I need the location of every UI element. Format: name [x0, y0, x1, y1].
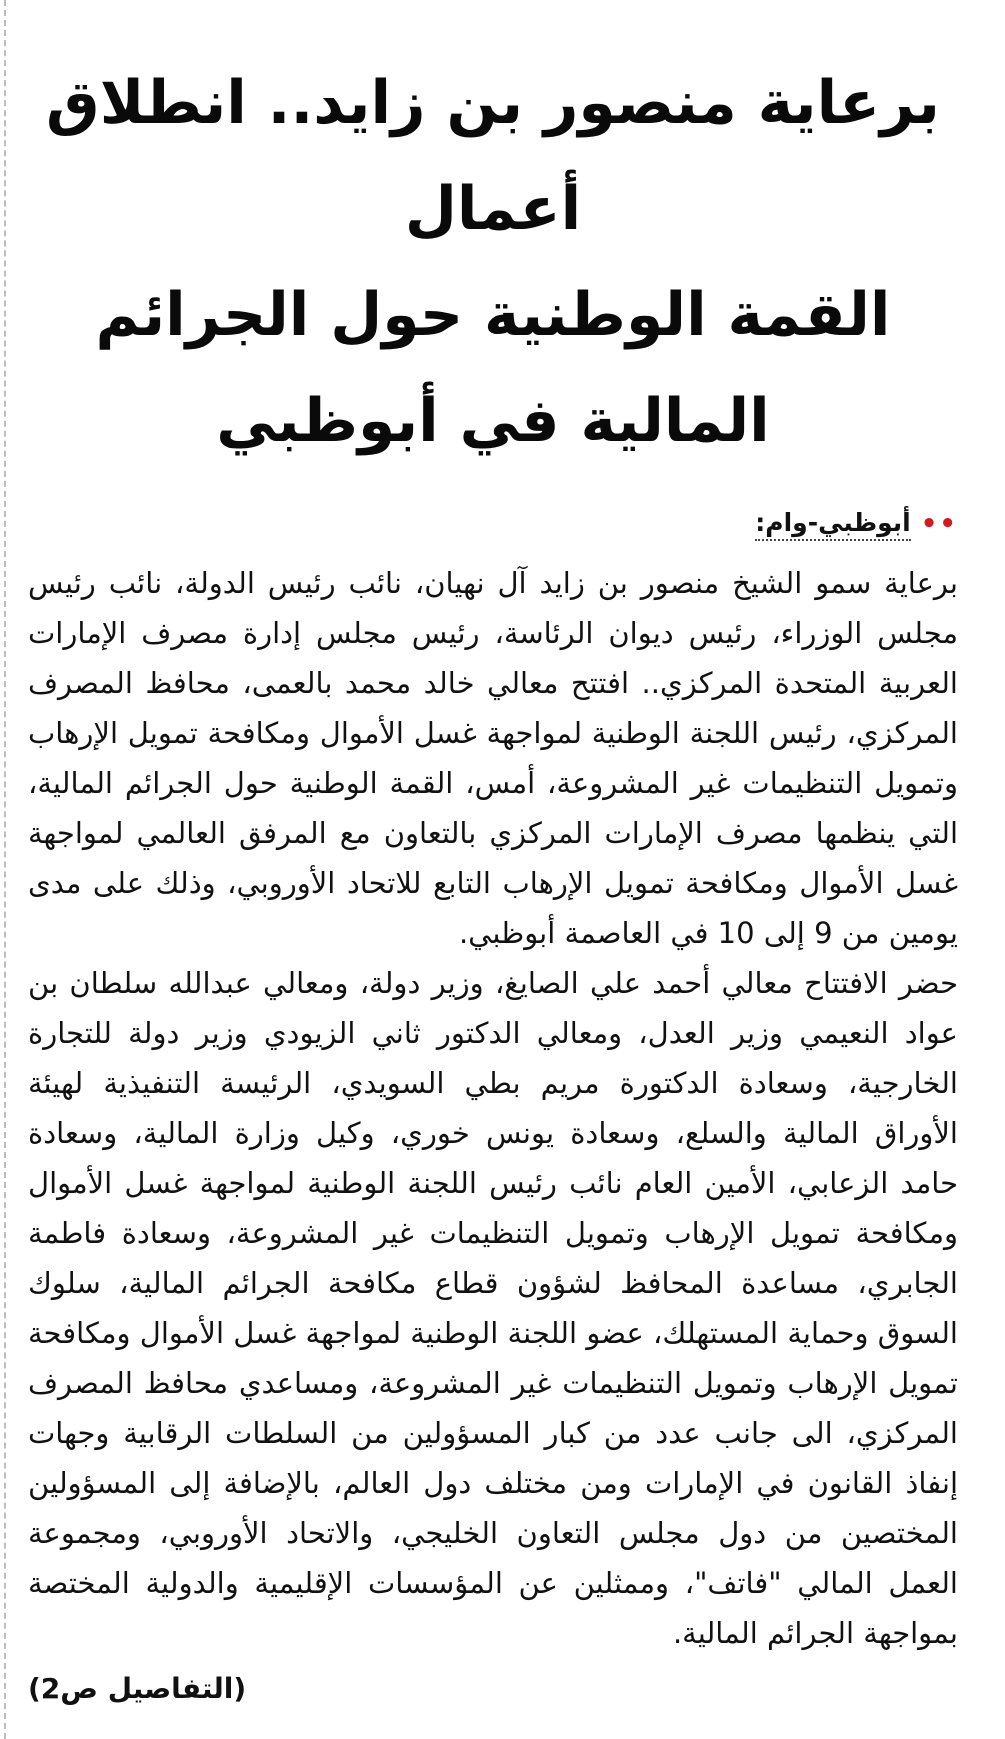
red-bullet-icon: ••	[920, 509, 958, 539]
dateline-source: أبوظبي-وام:	[755, 508, 910, 541]
cut-line-divider	[4, 0, 6, 1739]
headline-line-2: القمة الوطنية حول الجرائم المالية في أبوظبي	[95, 280, 891, 456]
body-paragraph-1: برعاية سمو الشيخ منصور بن زايد آل نهيان، نائب رئيس الدولة، نائب رئيس مجلس الوزراء، رئيس ديوان الرئاسة، رئيس مجلس إدارة مصرف الإمارات العربية المتحدة المركزي.. افتتح معالي خالد محمد بالعمى، محافظ المصرف المركزي، رئيس اللجنة الوطنية لمواجهة غسل الأموال ومكافحة تمويل الإرهاب وتمويل التنظيمات غير المشروعة، أمس، القمة الوطنية حول الجرائم المالية، التي ينظمها مصرف الإمارات المركزي بالتعاون مع المرفق العالمي لمواجهة غسل الأموال ومكافحة تمويل الإرهاب التابع للاتحاد الأوروبي، وذلك على مدى يومين من 9 إلى 10 في العاصمة أبوظبي.	[28, 566, 958, 950]
news-article	[28, 50, 958, 1705]
article-headline	[28, 50, 958, 474]
body-paragraph-2: حضر الافتتاح معالي أحمد علي الصايغ، وزير دولة، ومعالي عبدالله سلطان بن عواد النعيمي وزير العدل، ومعالي الدكتور ثاني الزيودي وزير دولة للتجارة الخارجية، وسعادة الدكتورة مريم بطي السويدي، الرئيسة التنفيذية لهيئة الأوراق المالية والسلع، وسعادة يونس خوري، وكيل وزارة المالية، وسعادة حامد الزعابي، الأمين العام نائب رئيس اللجنة الوطنية لمواجهة غسل الأموال ومكافحة تمويل الإرهاب وتمويل التنظيمات غير المشروعة، وسعادة فاطمة الجابري، مساعدة المحافظ لشؤون قطاع مكافحة الجرائم المالية، سلوك السوق وحماية المستهلك، عضو اللجنة الوطنية لمواجهة غسل الأموال ومكافحة تمويل الإرهاب وتمويل التنظيمات غير المشروعة، ومساعدي محافظ المصرف المركزي، الى جانب عدد من كبار المسؤولين من السلطات الرقابية وجهات إنفاذ القانون في الإمارات ومن مختلف دول العالم، بالإضافة إلى المسؤولين المختصين من دول مجلس التعاون الخليجي، والاتحاد الأوروبي، ومجموعة العمل المالي "فاتف"، وممثلين عن المؤسسات الإقليمية والدولية المختصة بمواجهة الجرائم المالية.	[28, 966, 958, 1650]
details-reference: (التفاصيل ص2)	[28, 1672, 247, 1705]
article-body	[28, 558, 958, 1658]
dateline	[28, 502, 958, 546]
headline-line-1: برعاية منصور بن زايد.. انطلاق أعمال	[46, 68, 940, 244]
